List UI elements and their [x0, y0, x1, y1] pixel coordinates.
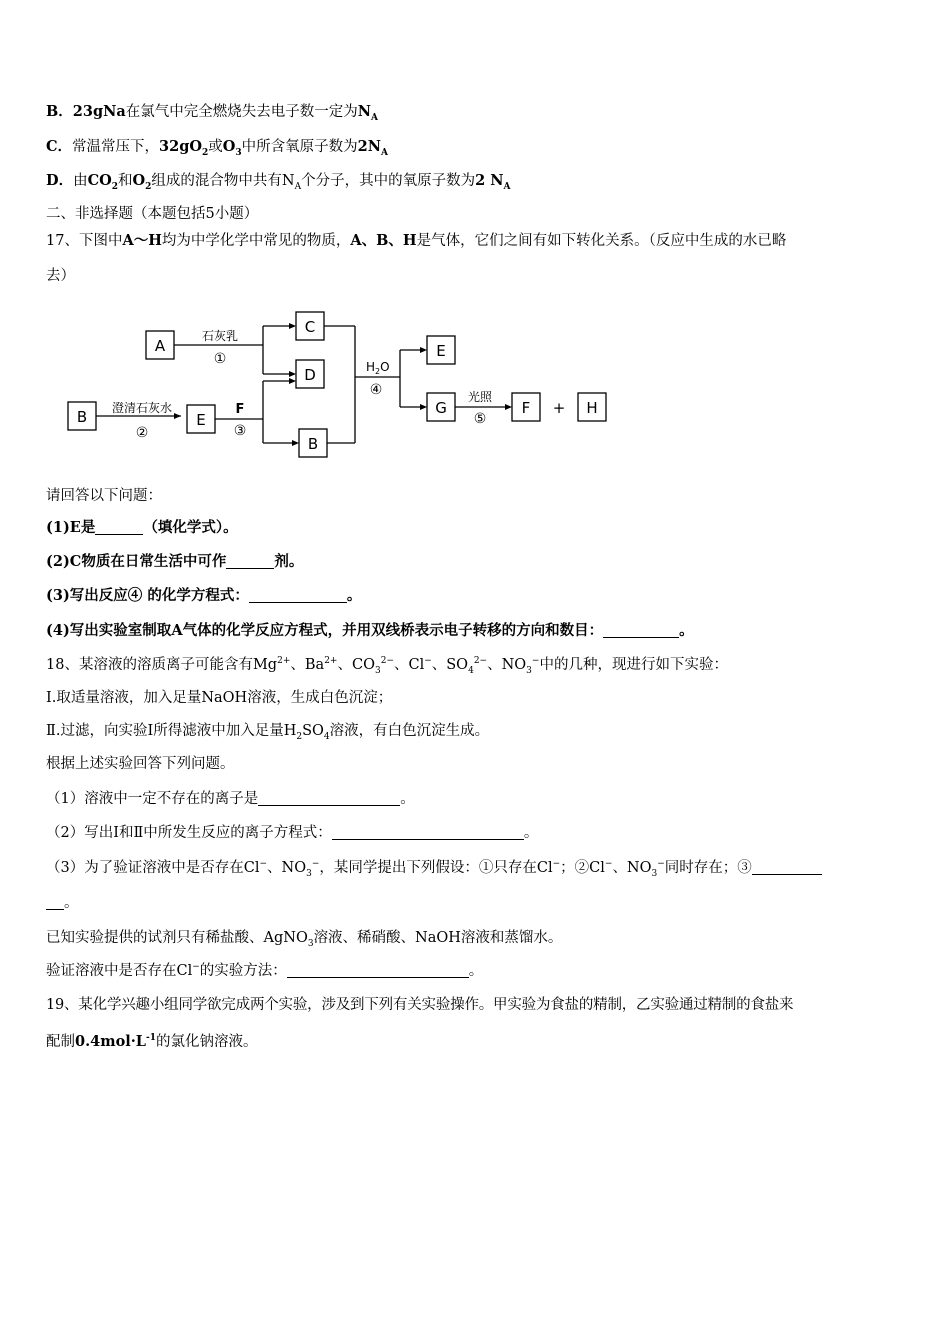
label-limewater: 澄清石灰水 — [111, 401, 173, 415]
q19-stem-line2: 配制$0.4mol\cdot L^{-1}$的氯化钠溶液。 — [46, 1033, 258, 1050]
q18-stem: 18、某溶液的溶质离子可能含有$Mg^{2+}$、$Ba^{2+}$、$CO_3^{2-}$、Cl−、$SO_4^{2-}$、$NO_3^-$中的几种，现进行如下实验： — [46, 656, 728, 676]
answer-blank[interactable] — [752, 860, 822, 875]
label-reagent-F: F — [235, 402, 245, 417]
q18-exp2: Ⅱ.过滤，向实验Ⅰ所得滤液中加入足量$H_2SO_4$溶液，有白色沉淀生成。 — [46, 723, 490, 742]
q17-stem-line2: 去） — [46, 268, 75, 284]
q17-stem-line1: 17、下图中A～H均为中学化学中常见的物质，A、B、H是气体，它们之间有如下转化关系。（反应中生成的水已略 — [46, 232, 787, 249]
label-H: H — [586, 399, 598, 417]
label-step-1: ① — [213, 351, 227, 367]
answer-blank[interactable] — [46, 895, 64, 910]
q17-prompt: 请回答以下问题： — [46, 488, 162, 504]
answer-blank[interactable] — [332, 825, 524, 840]
answer-blank[interactable] — [287, 963, 469, 978]
answer-blank[interactable] — [226, 554, 274, 569]
q18-exp1: Ⅰ.取适量溶液，加入足量NaOH溶液，生成白色沉淀； — [46, 690, 393, 706]
section-heading: 二、非选择题（本题包括5小题） — [46, 206, 259, 222]
q19-stem-line1: 19、某化学兴趣小组同学欲完成两个实验，涉及到下列有关实验操作。甲实验为食盐的精制，乙实验通过精制的食盐来 — [46, 997, 794, 1013]
answer-blank[interactable] — [603, 623, 679, 638]
label-E-mid: E — [196, 411, 206, 429]
label-D: D — [304, 366, 316, 384]
label-light: 光照 — [467, 390, 493, 404]
label-G: G — [435, 399, 447, 417]
label-step-3: ③ — [233, 423, 247, 439]
label-F: F — [521, 399, 531, 417]
label-A: A — [154, 337, 166, 355]
label-lime-milk: 石灰乳 — [201, 329, 239, 343]
option-label: B． — [46, 103, 73, 120]
label-plus: + — [552, 399, 566, 417]
q18-part1: （1）溶液中一定不存在的离子是 。 — [46, 791, 415, 807]
label-C: C — [304, 318, 316, 336]
option-d: D．由$CO_2$和$O_2$组成的混合物中共有$N_A$个分子，其中的氧原子数为2 $N_A$ — [46, 172, 511, 192]
label-step-5: ⑤ — [473, 411, 487, 427]
q17-part1: (1)E是 （填化学式）。 — [46, 519, 238, 536]
option-b: B．23gNa在氯气中完全燃烧失去电子数一定为$N_A$ — [46, 103, 378, 123]
q17-part3: (3)写出反应④ 的化学方程式： 。 — [46, 587, 362, 604]
q18-part3-end: 。 — [46, 893, 79, 913]
q18-part3: （3）为了验证溶液中是否存在Cl−、$NO_3^-$，某同学提出下列假设：①只存在Cl−；②Cl−、$NO_3^-$同时存在；③ — [46, 858, 822, 878]
q17-part2: (2)C物质在日常生活中可作 剂。 — [46, 553, 304, 570]
reaction-diagram — [60, 305, 620, 470]
q18-verify: 验证溶液中是否存在Cl−的实验方法： 。 — [46, 962, 484, 979]
answer-blank[interactable] — [249, 588, 347, 603]
label-B-right: B — [307, 435, 319, 453]
answer-blank[interactable] — [95, 520, 143, 535]
q18-intro: 根据上述实验回答下列问题。 — [46, 756, 235, 772]
option-c: C．常温常压下，$32gO_2$或$O_3$中所含氧原子数为$2N_A$ — [46, 138, 388, 158]
q18-part2: （2）写出Ⅰ和Ⅱ中所发生反应的离子方程式： 。 — [46, 825, 539, 841]
label-E-right: E — [436, 342, 446, 360]
label-step-4: ④ — [369, 382, 383, 398]
label-B-left: B — [76, 408, 88, 426]
q17-part4: (4)写出实验室制取A气体的化学反应方程式，并用双线桥表示电子转移的方向和数目： 。 — [46, 622, 694, 639]
answer-blank[interactable] — [258, 791, 400, 806]
label-h2o: $H_2O$ — [366, 360, 390, 376]
label-step-2: ② — [135, 425, 149, 441]
q18-reagents: 已知实验提供的试剂只有稀盐酸、AgNO$_3$溶液、稀硝酸、NaOH溶液和蒸馏水。 — [46, 930, 563, 949]
